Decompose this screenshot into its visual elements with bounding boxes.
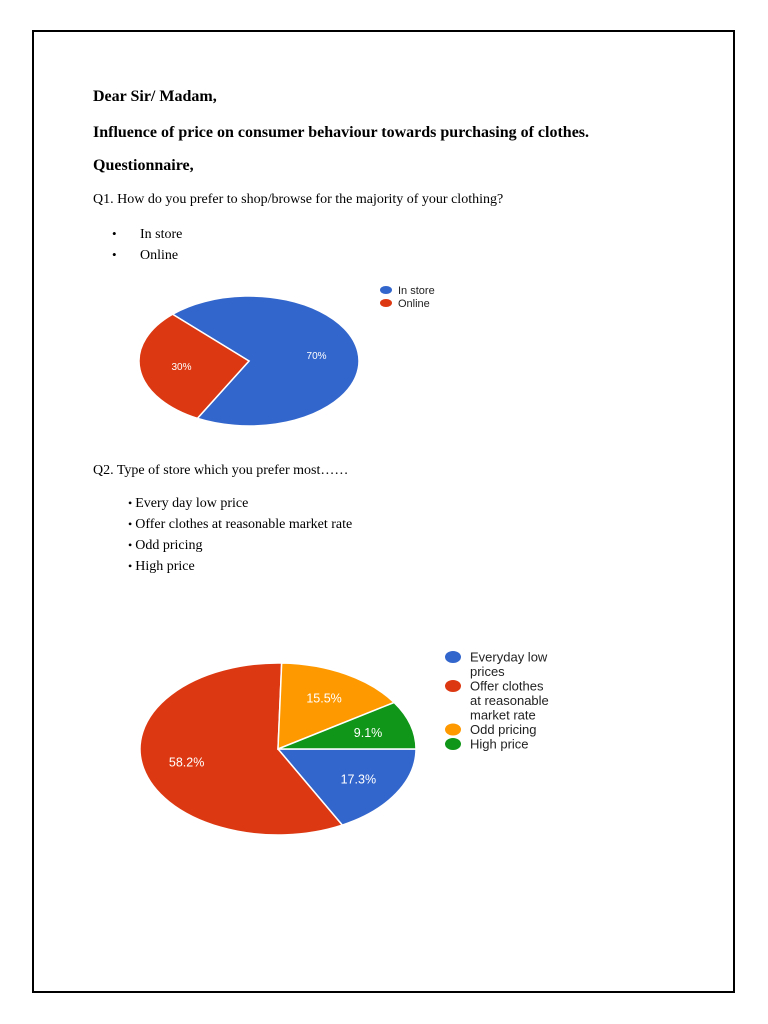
q1-option: • In store xyxy=(112,226,183,242)
legend-swatch xyxy=(445,724,461,736)
legend-label: market rate xyxy=(470,707,536,723)
legend-swatch xyxy=(380,286,392,294)
document-title: Influence of price on consumer behaviour towards purchasing of clothes. xyxy=(93,124,590,141)
legend-swatch xyxy=(445,651,461,663)
legend-label: In store xyxy=(398,284,435,297)
slice-value-label: 15.5% xyxy=(306,691,342,706)
legend-swatch xyxy=(445,738,461,750)
salutation: Dear Sir/ Madam, xyxy=(93,88,217,105)
legend-label: prices xyxy=(470,664,505,680)
questionnaire-label: Questionnaire, xyxy=(93,157,194,174)
q2-option: • Odd pricing xyxy=(128,538,203,553)
q2-option: • Every day low price xyxy=(128,496,249,511)
legend-label: Offer clothes xyxy=(470,678,544,694)
legend-label: Online xyxy=(398,297,430,310)
legend-label: at reasonable xyxy=(470,693,549,709)
slice-value-label: 58.2% xyxy=(168,755,205,770)
q1-option: • Online xyxy=(112,247,179,263)
slice-value-label: 17.3% xyxy=(340,772,377,787)
q1-options xyxy=(112,223,182,265)
q2-option: • High price xyxy=(128,559,195,574)
q2-pie-chart xyxy=(120,640,600,850)
slice-value-label: 9.1% xyxy=(353,725,383,740)
legend-label: Everyday low xyxy=(470,649,548,665)
q2-option: • Offer clothes at reasonable market rate xyxy=(128,517,353,532)
slice-value-label: 70% xyxy=(306,350,327,362)
q1-question: Q1. How do you prefer to shop/browse for the majority of your clothing? xyxy=(93,192,504,207)
q1-pie-chart xyxy=(92,278,532,448)
q2-options xyxy=(128,493,352,577)
legend-swatch xyxy=(445,680,461,692)
legend-label: High price xyxy=(470,736,529,752)
legend-label: Odd pricing xyxy=(470,722,537,738)
q2-question: Q2. Type of store which you prefer most…… xyxy=(93,463,349,478)
slice-value-label: 30% xyxy=(171,362,192,374)
legend-swatch xyxy=(380,299,392,307)
